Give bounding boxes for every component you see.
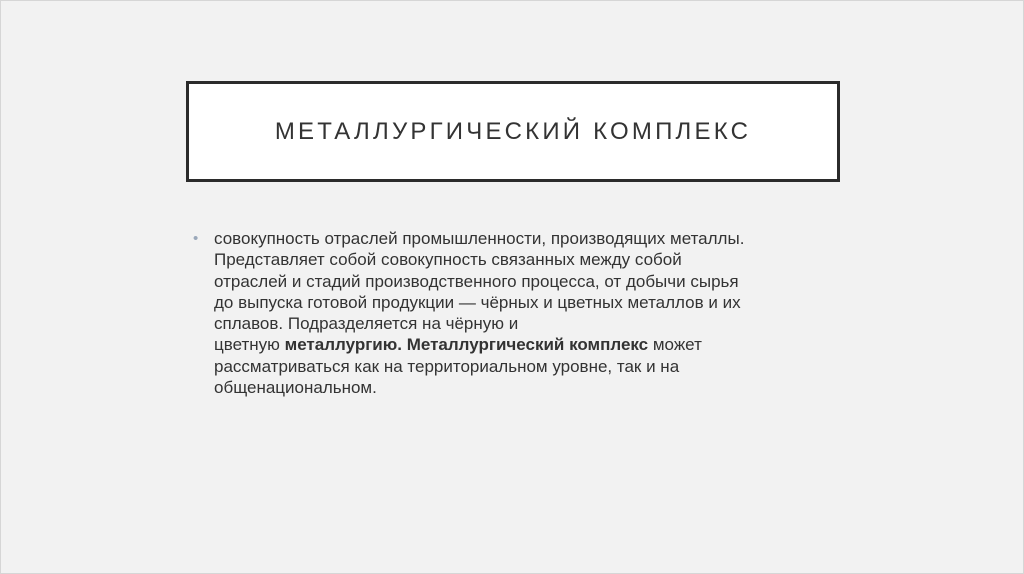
bullet-line-7: рассматриваться как на территориальном уровне, так и на — [214, 356, 680, 376]
bullet-line-4: до выпуска готовой продукции — чёрных и цветных металлов и их — [214, 292, 741, 312]
bullet-icon: • — [193, 230, 199, 247]
title-box — [186, 81, 840, 182]
bullet-item — [193, 228, 833, 398]
bullet-line-6-tail: может — [648, 335, 702, 355]
bullet-line-8: общенациональном. — [214, 378, 377, 398]
content-area — [193, 228, 833, 398]
slide-title: МЕТАЛЛУРГИЧЕСКИЙ КОМПЛЕКС — [274, 117, 752, 145]
bullet-text — [214, 228, 833, 398]
bullet-line-1: совокупность отраслей промышленности, производящих металлы. — [214, 229, 745, 248]
bullet-line-3: отраслей и стадий производственного процесса, от добычи сырья — [214, 271, 739, 291]
bullet-line-2: Представляет собой совокупность связанных между собой — [214, 250, 682, 270]
bullet-line-5: сплавов. Подразделяется на чёрную и — [214, 314, 519, 334]
bullet-line-6-plain: цветную — [214, 335, 285, 355]
bullet-line-6-bold: металлургию. Металлургический комплекс — [284, 335, 649, 355]
